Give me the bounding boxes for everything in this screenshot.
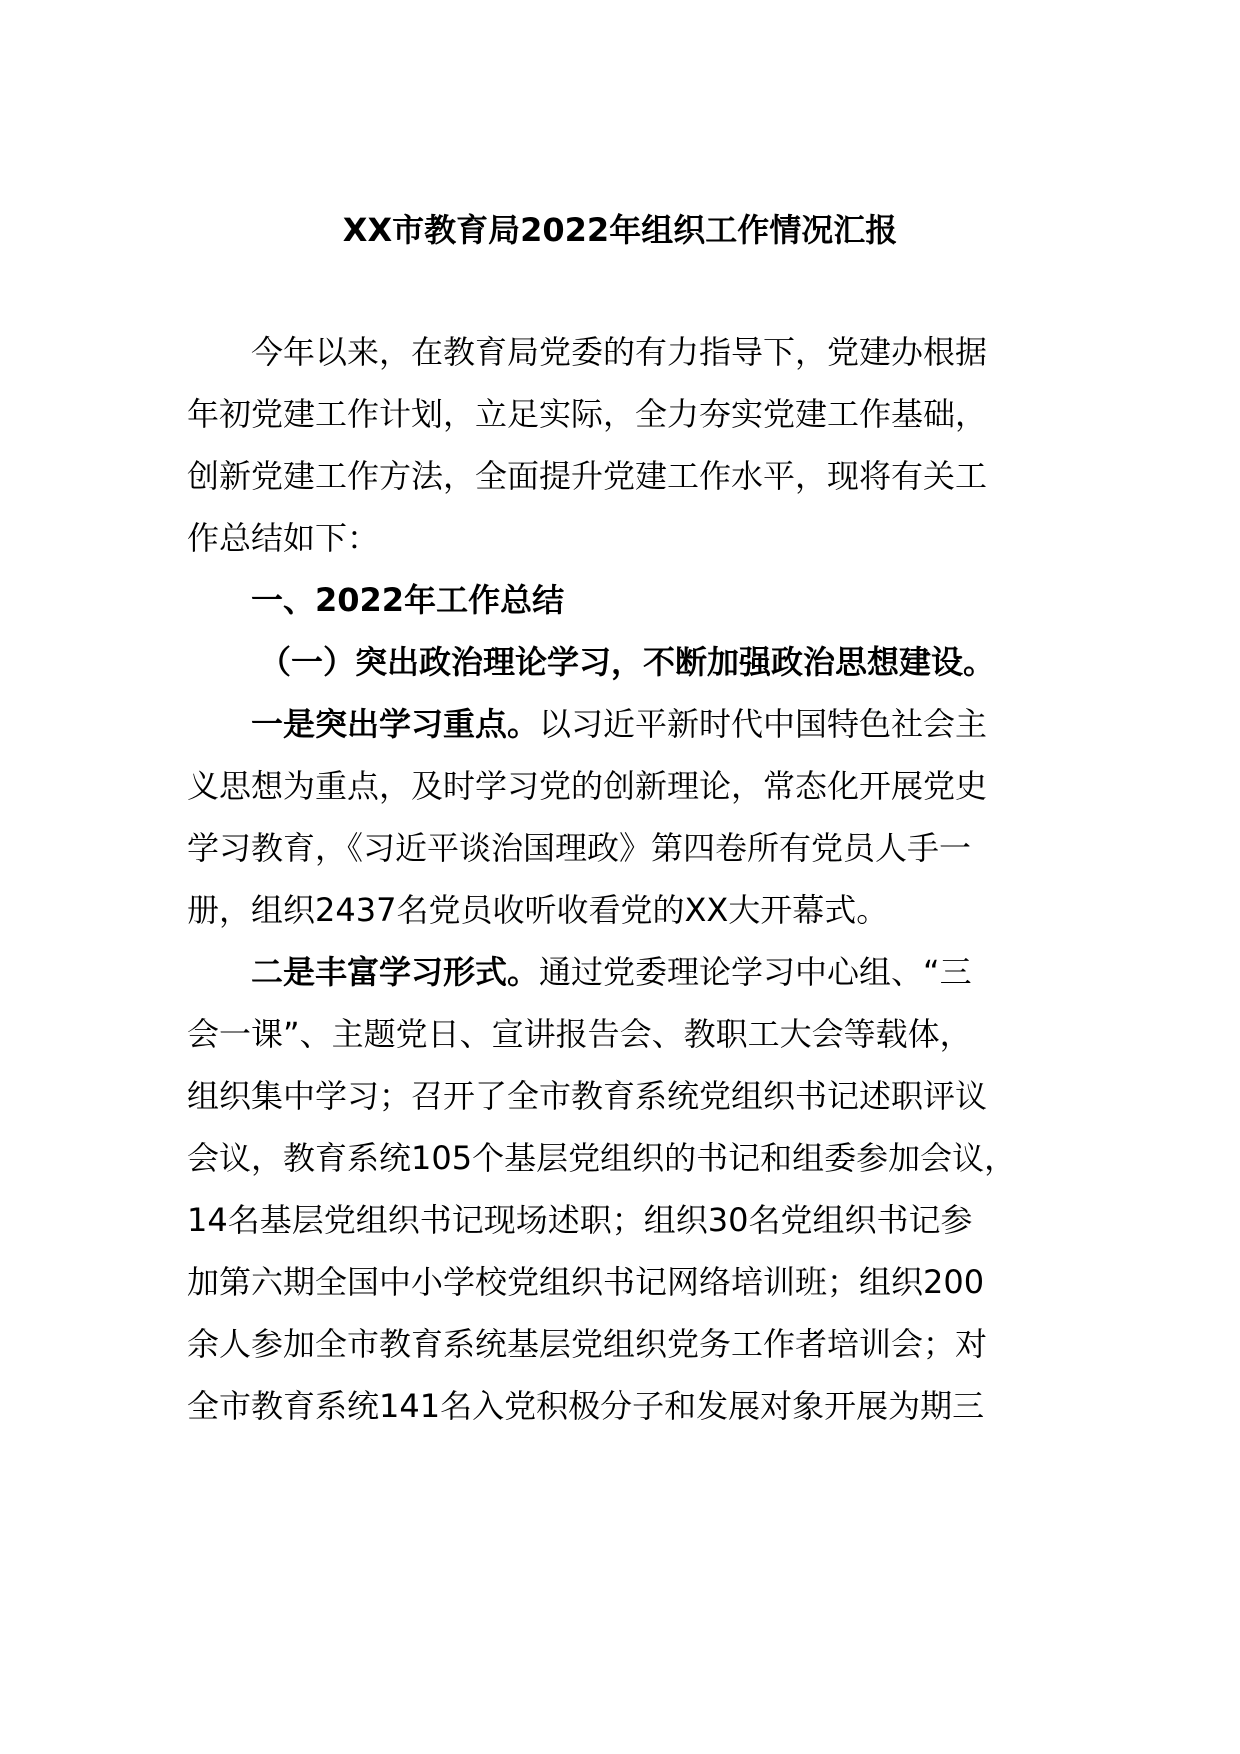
point-1-first-text: 以习近平新时代中国特色社会主 <box>539 705 988 743</box>
point-1-first-line <box>251 693 987 755</box>
intro-line: 年初党建工作计划，立足实际，全力夯实党建工作基础， <box>187 395 988 433</box>
point-2-line: 加第六期全国中小学校党组织书记网络培训班；组织200 <box>187 1263 985 1301</box>
point-2-line: 全市教育系统141名入党积极分子和发展对象开展为期三 <box>187 1387 985 1425</box>
intro-line: 作总结如下： <box>187 519 380 557</box>
point-2-line: 组织集中学习；召开了全市教育系统党组织书记述职评议 <box>187 1077 988 1115</box>
intro-line: 今年以来，在教育局党委的有力指导下，党建办根据 <box>251 333 988 371</box>
section-heading: 一、2022年工作总结 <box>251 581 565 619</box>
document-title: XX市教育局2022年组织工作情况汇报 <box>342 211 898 249</box>
point-2-line: 余人参加全市教育系统基层党组织党务工作者培训会；对 <box>187 1325 988 1363</box>
point-1-line: 义思想为重点，及时学习党的创新理论，常态化开展党史 <box>187 767 988 805</box>
point-2-line: 14名基层党组织书记现场述职；组织30名党组织书记参 <box>187 1201 973 1239</box>
point-1-lead: 一是突出学习重点。 <box>251 705 540 743</box>
point-2-line: 会议，教育系统105个基层党组织的书记和组委参加会议， <box>187 1139 1017 1177</box>
point-2-first-line <box>251 941 972 1003</box>
point-2-line: 会一课”、主题党日、宣讲报告会、教职工大会等载体， <box>187 1015 972 1053</box>
intro-line: 创新党建工作方法，全面提升党建工作水平，现将有关工 <box>187 457 988 495</box>
point-2-first-text: 通过党委理论学习中心组、“三 <box>539 953 972 991</box>
point-2-lead: 二是丰富学习形式。 <box>251 953 540 991</box>
point-1-line: 学习教育，《习近平谈治国理政》第四卷所有党员人手一 <box>187 829 972 867</box>
subsection-heading: （一）突出政治理论学习，不断加强政治思想建设。 <box>259 643 996 681</box>
point-1-line: 册，组织2437名党员收听收看党的XX大开幕式。 <box>187 891 889 929</box>
